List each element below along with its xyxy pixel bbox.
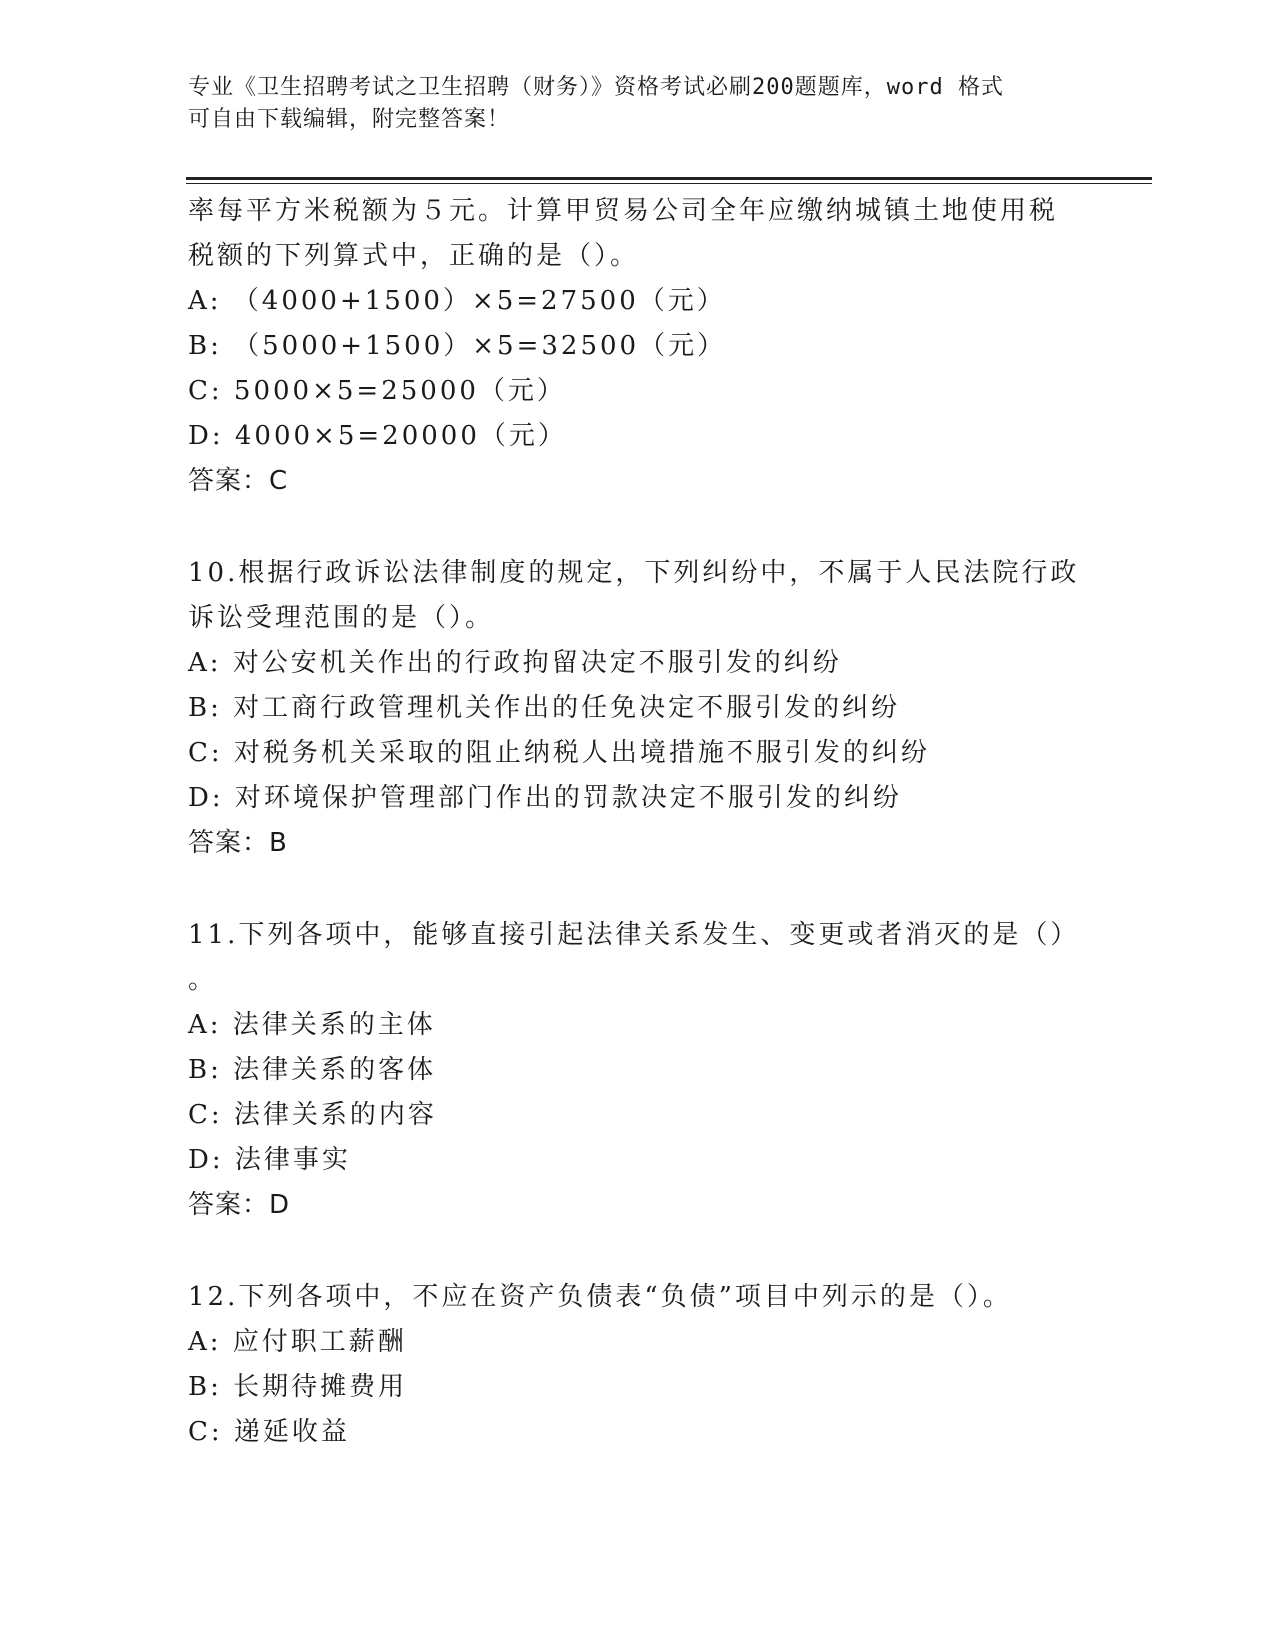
option-c: C: 5000×5=25000（元）: [188, 376, 566, 406]
question-list: [188, 189, 1088, 1455]
answer-line: 答案：B: [188, 828, 288, 858]
option-a: A: （4000+1500）×5=27500（元）: [188, 286, 726, 316]
option-d: D: 对环境保护管理部门作出的罚款决定不服引发的纠纷: [188, 783, 902, 813]
option-a: A: 对公安机关作出的行政拘留决定不服引发的纠纷: [188, 648, 842, 678]
question-stem-line: 。: [188, 965, 218, 995]
header-line-1: 专业《卫生招聘考试之卫生招聘（财务）》资格考试必刷200题题库，word 格式: [188, 75, 1004, 100]
option-b: B: 法律关系的客体: [188, 1055, 437, 1085]
option-c: C: 递延收益: [188, 1417, 350, 1447]
option-c: C: 对税务机关采取的阻止纳税人出境措施不服引发的纠纷: [188, 738, 930, 768]
option-a: A: 应付职工薪酬: [188, 1327, 407, 1357]
option-c: C: 法律关系的内容: [188, 1100, 437, 1130]
option-a: A: 法律关系的主体: [188, 1010, 436, 1040]
question-continued: [188, 189, 1088, 504]
question-stem-line: 诉讼受理范围的是（）。: [188, 603, 495, 633]
question-stem-line: 12.下列各项中，不应在资产负债表“负债”项目中列示的是（）。: [188, 1282, 1012, 1312]
answer-line: 答案：C: [188, 466, 289, 496]
page-header: [188, 72, 1088, 136]
spacer: [188, 866, 1088, 913]
option-b: B: 长期待摊费用: [188, 1372, 408, 1402]
question-stem-line: 11.下列各项中，能够直接引起法律关系发生、变更或者消灭的是（）: [188, 920, 1080, 950]
question-10: [188, 551, 1088, 866]
spacer: [188, 1228, 1088, 1275]
header-line-2: 可自由下载编辑，附完整答案！: [188, 107, 511, 132]
answer-line: 答案：D: [188, 1190, 291, 1220]
option-d: D: 法律事实: [188, 1145, 351, 1175]
header-divider-thin: [186, 183, 1152, 184]
question-stem-line: 10.根据行政诉讼法律制度的规定，下列纠纷中，不属于人民法院行政: [188, 558, 1080, 588]
option-b: B: （5000+1500）×5=32500（元）: [188, 331, 727, 361]
spacer: [188, 504, 1088, 551]
question-11: [188, 913, 1088, 1228]
question-stem-line: 率每平方米税额为５元。计算甲贸易公司全年应缴纳城镇土地使用税: [188, 196, 1059, 226]
question-stem-line: 税额的下列算式中，正确的是（）。: [188, 241, 640, 271]
header-divider-thick: [186, 177, 1152, 180]
option-b: B: 对工商行政管理机关作出的任免决定不服引发的纠纷: [188, 693, 901, 723]
option-d: D: 4000×5=20000（元）: [188, 421, 567, 451]
question-12: [188, 1275, 1088, 1455]
